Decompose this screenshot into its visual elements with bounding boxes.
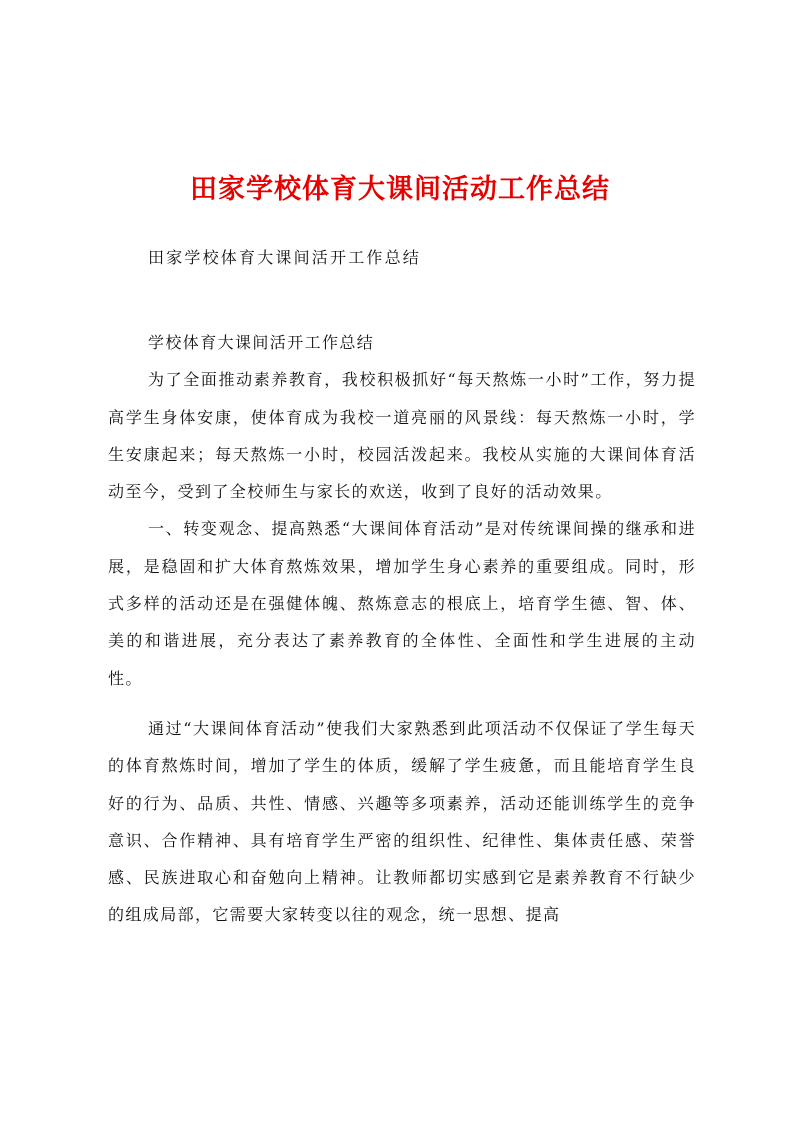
document-body [108,324,696,934]
document-subtitle: 田家学校体育大课间活开工作总结 [148,248,422,267]
section-heading: 学校体育大课间活开工作总结 [148,333,375,352]
paragraph-section-one: 一、转变观念、提高熟悉“大课间体育活动”是对传统课间操的继承和进展，是稳固和扩大体育熬炼效果，增加学生身心素养的重要组成。同时，形式多样的活动还是在强健体魄、熬炼意志的根底上，培育学生德、智、体、美的和谐进展，充分表达了素养教育的全体性、全面性和学生进展的主动性。 [108,519,696,688]
paragraph-understanding: 通过“大课间体育活动”使我们大家熟悉到此项活动不仅保证了学生每天的体育熬炼时间，增加了学生的体质，缓解了学生疲惫，而且能培育学生良好的行为、品质、共性、情感、兴趣等多项素养，活动还能训练学生的竞争意识、合作精神、具有培育学生严密的组织性、纪律性、集体责任感、荣誉感、民族进取心和奋勉向上精神。让教师都切实感到它是素养教育不行缺少的组成局部，它需要大家转变以往的观念，统一思想、提高 [108,718,696,925]
paragraph-intro: 为了全面推动素养教育，我校积极抓好“每天熬炼一小时”工作，努力提高学生身体安康，使体育成为我校一道亮丽的风景线：每天熬炼一小时，学生安康起来；每天熬炼一小时，校园活泼起来。我校从实施的大课间体育活动至今，受到了全校师生与家长的欢送，收到了良好的活动效果。 [108,370,696,502]
document-title: 田家学校体育大课间活动工作总结 [190,174,610,205]
